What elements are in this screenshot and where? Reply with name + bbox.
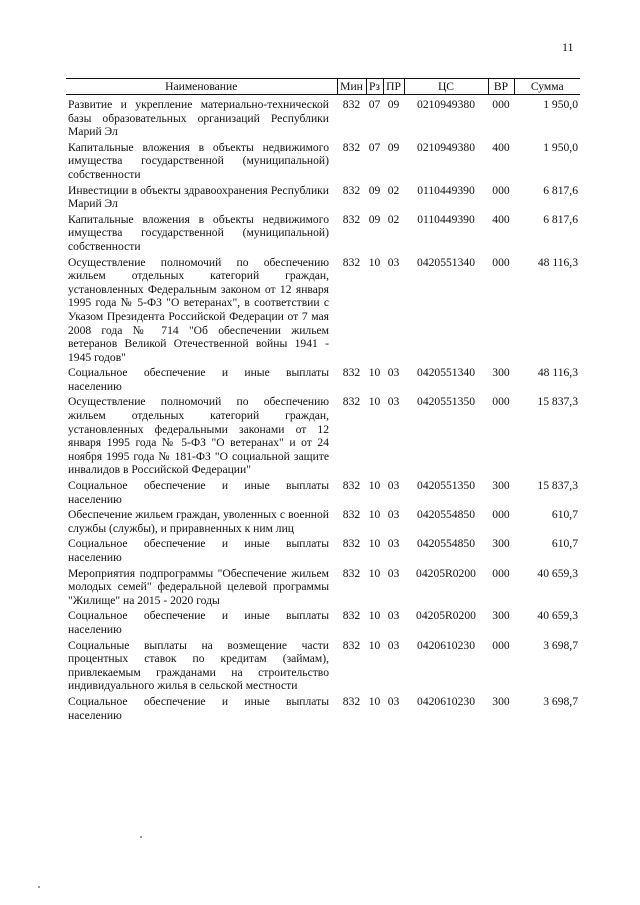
cell-rz: 10 <box>368 255 381 269</box>
cell-vr: 300 <box>492 366 510 380</box>
table-header-row <box>66 79 580 95</box>
table-row <box>66 479 580 508</box>
cell-vr: 300 <box>492 694 510 708</box>
table-body <box>66 95 580 725</box>
table-row <box>66 184 580 213</box>
cell-rz: 09 <box>368 212 381 226</box>
table-row <box>66 395 580 479</box>
cell-cs: 0420610230 <box>417 638 475 652</box>
cell-sum: 15 837,3 <box>537 395 578 409</box>
cell-vr: 000 <box>492 183 510 197</box>
cell-vr: 000 <box>492 98 510 111</box>
cell-name: Осуществление полномочий по обеспечению жильем отдельных категорий граждан, установленных Федеральным законом от 12 января 1995 года № 5-ФЗ "О ветеранах", в соответствии с Указом Президента Российской Федерации от 7 мая 2008 года № 714 "Об обеспечении жильем ветеранов Великой Отечественной войны 1941 - 1945 годов" <box>68 255 329 364</box>
cell-cs: 0210949380 <box>417 140 475 154</box>
cell-min: 832 <box>342 212 361 226</box>
cell-vr: 000 <box>492 395 510 409</box>
cell-min: 832 <box>342 508 361 522</box>
cell-vr: 400 <box>492 140 510 154</box>
cell-sum: 15 837,3 <box>537 479 578 493</box>
cell-pr: 03 <box>387 366 400 380</box>
cell-min: 832 <box>342 609 361 623</box>
table-row <box>66 537 580 566</box>
table-row <box>66 256 580 367</box>
cell-min: 832 <box>342 255 361 269</box>
cell-sum: 6 817,6 <box>543 183 578 197</box>
cell-rz: 07 <box>368 140 381 154</box>
cell-rz: 10 <box>368 395 381 409</box>
cell-sum: 1 950,0 <box>543 98 578 111</box>
cell-vr: 000 <box>492 566 510 580</box>
cell-vr: 000 <box>492 638 510 652</box>
table-row <box>66 141 580 184</box>
cell-rz: 10 <box>368 638 381 652</box>
cell-pr: 03 <box>387 537 400 551</box>
table-row <box>66 95 580 141</box>
budget-table <box>66 78 580 724</box>
cell-name: Капитальные вложения в объекты недвижимого имущества государственной (муниципальной) собственности <box>68 140 329 181</box>
cell-min: 832 <box>342 638 361 652</box>
scan-speck <box>38 886 40 888</box>
cell-min: 832 <box>342 479 361 493</box>
cell-pr: 03 <box>387 694 400 708</box>
cell-name: Социальное обеспечение и иные выплаты населению <box>68 609 329 636</box>
cell-vr: 000 <box>492 255 510 269</box>
cell-name: Инвестиции в объекты здравоохранения Республики Марий Эл <box>68 183 329 211</box>
cell-name: Обеспечение жильем граждан, уволенных с военной службы (службы), и приравненных к ним лиц <box>68 508 329 535</box>
cell-cs: 0420551340 <box>417 255 475 269</box>
cell-vr: 400 <box>492 212 510 226</box>
cell-pr: 03 <box>387 479 400 493</box>
header-name: Наименование <box>66 79 337 95</box>
cell-min: 832 <box>342 395 361 409</box>
cell-cs: 04205R0200 <box>416 566 476 580</box>
cell-name: Социальные выплаты на возмещение части процентных ставок по кредитам (займам), привлекаемым гражданами на строительство индивидуального жилья в сельской местности <box>68 638 329 693</box>
cell-cs: 0420610230 <box>417 694 475 708</box>
cell-rz: 10 <box>368 566 381 580</box>
cell-rz: 10 <box>368 694 381 708</box>
cell-name: Социальное обеспечение и иные выплаты населению <box>68 537 329 564</box>
cell-pr: 03 <box>387 609 400 623</box>
table-row <box>66 213 580 256</box>
header-rz: Рз <box>366 79 383 95</box>
cell-rz: 09 <box>368 183 381 197</box>
cell-name: Капитальные вложения в объекты недвижимого имущества государственной (муниципальной) собственности <box>68 212 329 253</box>
cell-sum: 1 950,0 <box>543 140 578 154</box>
cell-pr: 02 <box>387 212 400 226</box>
header-sum: Сумма <box>514 79 580 95</box>
cell-min: 832 <box>342 537 361 551</box>
cell-pr: 03 <box>387 395 400 409</box>
cell-pr: 02 <box>387 183 400 197</box>
cell-min: 832 <box>342 98 361 111</box>
cell-pr: 03 <box>387 638 400 652</box>
cell-pr: 03 <box>387 255 400 269</box>
cell-sum: 610,7 <box>551 537 578 551</box>
table-row <box>66 609 580 638</box>
cell-sum: 6 817,6 <box>543 212 578 226</box>
cell-vr: 000 <box>492 508 510 522</box>
table-row <box>66 695 580 724</box>
cell-name: Осуществление полномочий по обеспечению жильем отдельных категорий граждан, установленных федеральными законами от 12 января 1995 года № 5-ФЗ "О ветеранах" и от 24 ноября 1995 года № 181-ФЗ "О социальной защите инвалидов в Российской Федерации" <box>68 395 329 477</box>
cell-min: 832 <box>342 366 361 380</box>
cell-cs: 0420551340 <box>417 366 475 380</box>
cell-cs: 0420554850 <box>417 537 475 551</box>
cell-cs: 0110449390 <box>417 212 475 226</box>
cell-name: Социальное обеспечение и иные выплаты населению <box>68 479 329 506</box>
cell-pr: 09 <box>387 98 400 111</box>
cell-pr: 09 <box>387 140 400 154</box>
header-pr: ПР <box>383 79 404 95</box>
cell-cs: 04205R0200 <box>416 609 476 623</box>
cell-vr: 300 <box>492 609 510 623</box>
table-row <box>66 508 580 537</box>
cell-cs: 0210949380 <box>417 98 475 111</box>
cell-name: Социальное обеспечение и иные выплаты населению <box>68 366 329 393</box>
cell-min: 832 <box>342 183 361 197</box>
cell-name: Социальное обеспечение и иные выплаты населению <box>68 694 329 722</box>
cell-cs: 0420551350 <box>417 395 475 409</box>
table-row <box>66 366 580 395</box>
cell-pr: 03 <box>387 508 400 522</box>
cell-cs: 0420554850 <box>417 508 475 522</box>
cell-sum: 40 659,3 <box>537 609 578 623</box>
header-min: Мин <box>337 79 366 95</box>
cell-sum: 48 116,3 <box>537 366 578 380</box>
cell-sum: 3 698,7 <box>543 638 578 652</box>
page-number: 11 <box>562 40 574 54</box>
table-row <box>66 639 580 695</box>
cell-sum: 40 659,3 <box>537 566 578 580</box>
cell-cs: 0420551350 <box>417 479 475 493</box>
scan-speck <box>140 836 142 838</box>
cell-rz: 10 <box>368 609 381 623</box>
cell-rz: 10 <box>368 479 381 493</box>
table-row <box>66 567 580 610</box>
cell-sum: 610,7 <box>551 508 578 522</box>
cell-vr: 300 <box>492 537 510 551</box>
cell-vr: 300 <box>492 479 510 493</box>
cell-rz: 10 <box>368 366 381 380</box>
cell-sum: 48 116,3 <box>537 255 578 269</box>
cell-cs: 0110449390 <box>417 183 475 197</box>
cell-rz: 10 <box>368 508 381 522</box>
cell-name: Мероприятия подпрограммы "Обеспечение жильем молодых семей" федеральной целевой программы "Жилище" на 2015 - 2020 годы <box>68 566 329 607</box>
cell-rz: 10 <box>368 537 381 551</box>
cell-name: Развитие и укрепление материально-технической базы образовательных организаций Республики Марий Эл <box>68 98 329 139</box>
header-vr: ВР <box>488 79 514 95</box>
cell-pr: 03 <box>387 566 400 580</box>
cell-min: 832 <box>342 140 361 154</box>
cell-rz: 07 <box>368 98 381 111</box>
header-cs: ЦС <box>404 79 488 95</box>
cell-min: 832 <box>342 694 361 708</box>
cell-sum: 3 698,7 <box>543 694 578 708</box>
cell-min: 832 <box>342 566 361 580</box>
